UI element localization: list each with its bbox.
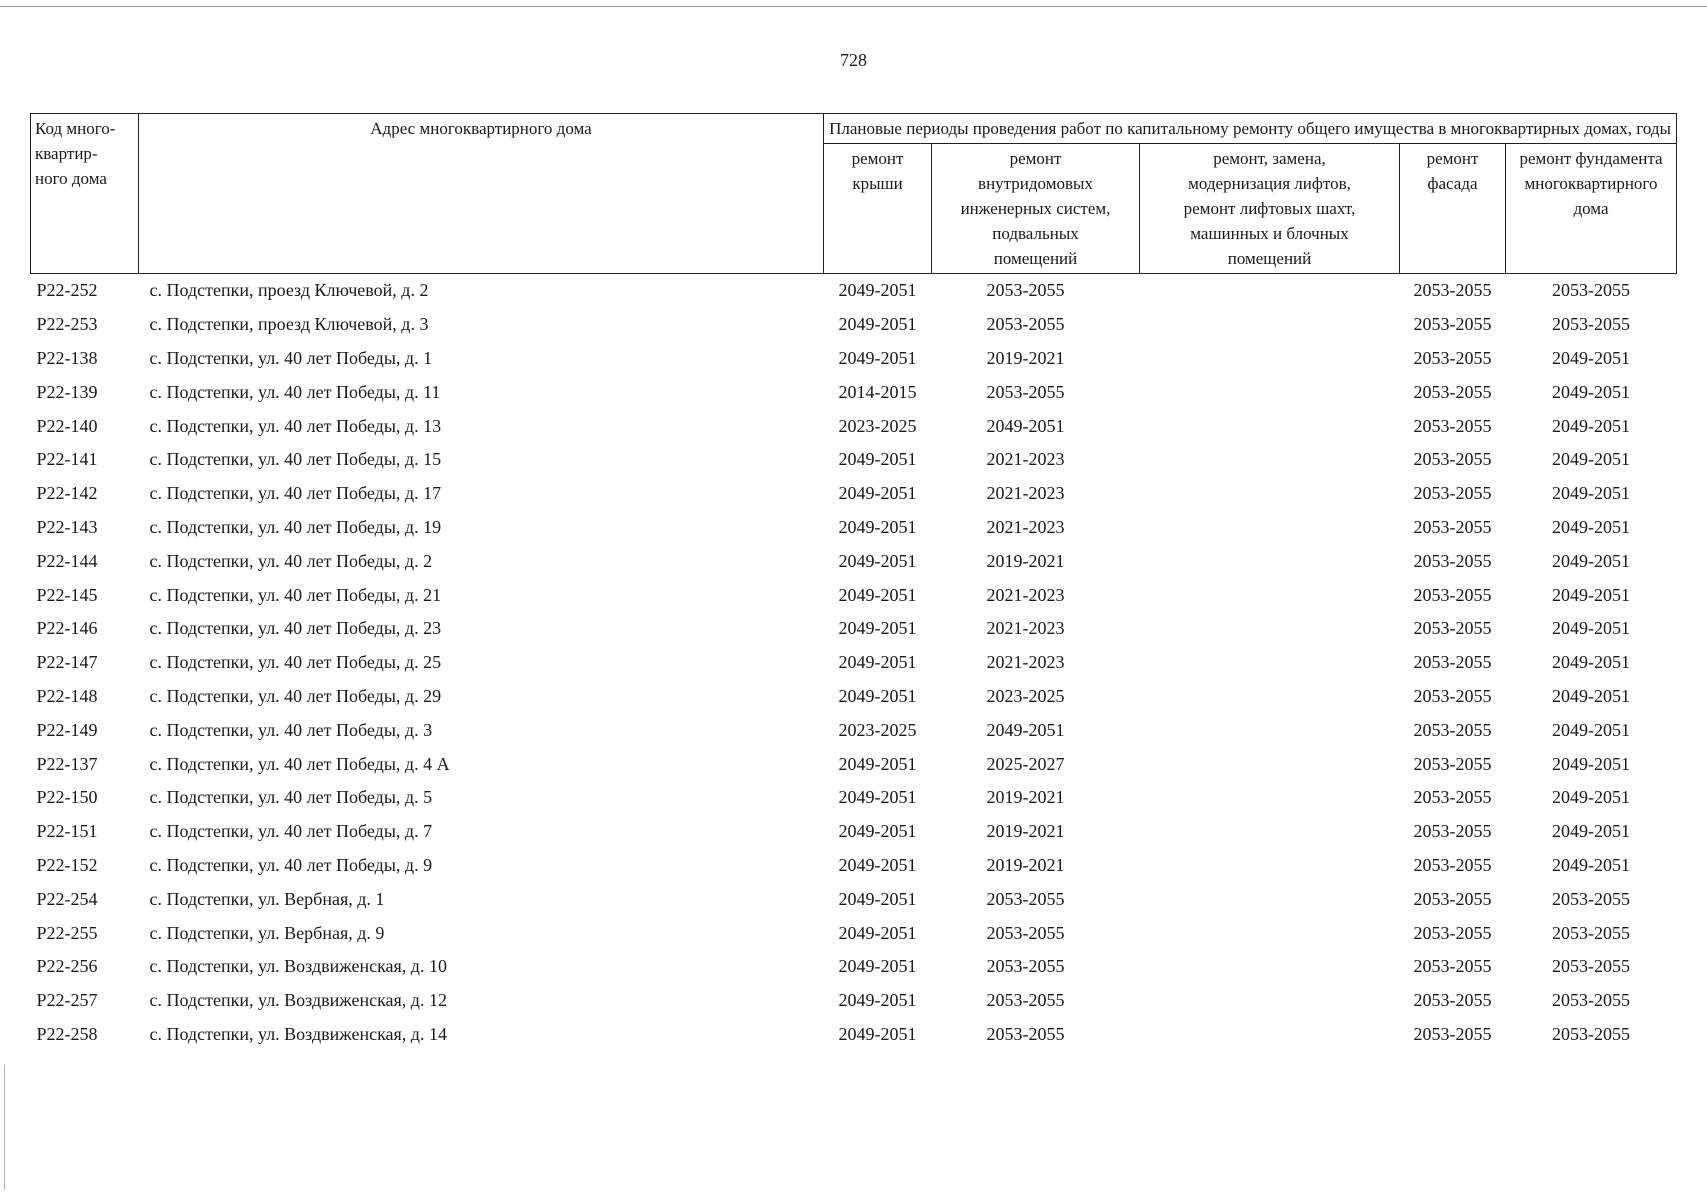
cell-code: Р22-255 — [36, 922, 98, 943]
table-row — [31, 781, 1677, 815]
table-row — [31, 1018, 1677, 1052]
cell-code: Р22-139 — [36, 381, 98, 402]
page-number: 728 — [840, 50, 867, 70]
cell-engineering: 2021-2023 — [986, 483, 1065, 504]
cell-engineering: 2021-2023 — [986, 516, 1065, 537]
cell-engineering: 2019-2021 — [986, 854, 1065, 875]
cell-facade: 2053-2055 — [1413, 516, 1492, 537]
cell-code: Р22-143 — [36, 516, 98, 537]
scan-edge-top — [0, 6, 1707, 7]
cell-roof: 2049-2051 — [838, 652, 917, 673]
cell-roof: 2023-2025 — [838, 719, 917, 740]
table-row — [31, 612, 1677, 646]
scan-edge-left — [4, 1065, 5, 1190]
header-code: Код много- квартир- ного дома — [31, 114, 139, 274]
table-row — [31, 849, 1677, 883]
cell-engineering: 2053-2055 — [986, 888, 1065, 909]
cell-facade: 2053-2055 — [1413, 483, 1492, 504]
cell-engineering: 2021-2023 — [986, 449, 1065, 470]
cell-address: с. Подстепки, ул. 40 лет Победы, д. 15 — [149, 449, 442, 470]
table-row — [31, 511, 1677, 545]
cell-code: Р22-146 — [36, 618, 98, 639]
table-row — [31, 680, 1677, 714]
cell-engineering: 2019-2021 — [986, 821, 1065, 842]
cell-foundation: 2053-2055 — [1552, 280, 1630, 301]
table-row — [31, 815, 1677, 849]
cell-roof: 2049-2051 — [838, 787, 917, 808]
cell-code: Р22-147 — [36, 652, 98, 673]
cell-roof: 2049-2051 — [838, 1023, 917, 1044]
cell-code: Р22-258 — [36, 1023, 98, 1044]
cell-roof: 2049-2051 — [838, 753, 917, 774]
table-row — [31, 882, 1677, 916]
cell-address: с. Подстепки, ул. 40 лет Победы, д. 4 А — [149, 753, 450, 774]
table-row — [31, 544, 1677, 578]
cell-foundation: 2049-2051 — [1552, 483, 1630, 504]
cell-foundation: 2049-2051 — [1552, 584, 1630, 605]
table-row — [31, 274, 1677, 308]
header-foundation: ремонт фундамента многоквартирного дома — [1506, 144, 1677, 274]
cell-engineering: 2021-2023 — [986, 584, 1065, 605]
cell-foundation: 2053-2055 — [1552, 314, 1630, 335]
cell-address: с. Подстепки, ул. 40 лет Победы, д. 9 — [149, 854, 433, 875]
cell-facade: 2053-2055 — [1413, 888, 1492, 909]
table-row — [31, 950, 1677, 984]
cell-lifts — [1140, 578, 1400, 612]
cell-lifts — [1140, 815, 1400, 849]
cell-lifts — [1140, 409, 1400, 443]
cell-roof: 2049-2051 — [838, 922, 917, 943]
table-row — [31, 443, 1677, 477]
cell-code: Р22-257 — [36, 990, 98, 1011]
cell-facade: 2053-2055 — [1413, 956, 1492, 977]
cell-lifts — [1140, 950, 1400, 984]
cell-code: Р22-253 — [36, 314, 98, 335]
cell-lifts — [1140, 713, 1400, 747]
cell-facade: 2053-2055 — [1413, 618, 1492, 639]
cell-foundation: 2049-2051 — [1552, 618, 1630, 639]
cell-code: Р22-252 — [36, 280, 98, 301]
cell-lifts — [1140, 781, 1400, 815]
table-row — [31, 477, 1677, 511]
cell-roof: 2049-2051 — [838, 280, 917, 301]
cell-facade: 2053-2055 — [1413, 719, 1492, 740]
cell-address: с. Подстепки, ул. 40 лет Победы, д. 3 — [149, 719, 433, 740]
cell-foundation: 2049-2051 — [1552, 753, 1630, 774]
cell-lifts — [1140, 1018, 1400, 1052]
cell-code: Р22-138 — [36, 347, 98, 368]
cell-code: Р22-140 — [36, 415, 98, 436]
cell-address: с. Подстепки, ул. 40 лет Победы, д. 25 — [149, 652, 442, 673]
cell-facade: 2053-2055 — [1413, 449, 1492, 470]
cell-foundation: 2049-2051 — [1552, 415, 1630, 436]
cell-address: с. Подстепки, ул. 40 лет Победы, д. 23 — [149, 618, 442, 639]
cell-roof: 2049-2051 — [838, 618, 917, 639]
cell-roof: 2049-2051 — [838, 888, 917, 909]
cell-foundation: 2053-2055 — [1552, 922, 1630, 943]
cell-code: Р22-145 — [36, 584, 98, 605]
cell-facade: 2053-2055 — [1413, 854, 1492, 875]
cell-lifts — [1140, 511, 1400, 545]
cell-engineering: 2053-2055 — [986, 956, 1065, 977]
cell-code: Р22-144 — [36, 550, 98, 571]
cell-code: Р22-137 — [36, 753, 98, 774]
cell-address: с. Подстепки, ул. 40 лет Победы, д. 17 — [149, 483, 442, 504]
cell-engineering: 2053-2055 — [986, 280, 1065, 301]
cell-facade: 2053-2055 — [1413, 347, 1492, 368]
cell-foundation: 2049-2051 — [1552, 821, 1630, 842]
cell-foundation: 2049-2051 — [1552, 652, 1630, 673]
cell-lifts — [1140, 612, 1400, 646]
cell-engineering: 2049-2051 — [986, 415, 1065, 436]
cell-roof: 2049-2051 — [838, 550, 917, 571]
cell-code: Р22-152 — [36, 854, 98, 875]
cell-lifts — [1140, 544, 1400, 578]
header-lifts: ремонт, замена, модернизация лифтов, ремонт лифтовых шахт, машинных и блочных помещений — [1140, 144, 1400, 274]
cell-foundation: 2049-2051 — [1552, 719, 1630, 740]
cell-facade: 2053-2055 — [1413, 381, 1492, 402]
cell-facade: 2053-2055 — [1413, 280, 1492, 301]
cell-foundation: 2053-2055 — [1552, 956, 1630, 977]
cell-foundation: 2053-2055 — [1552, 990, 1630, 1011]
cell-engineering: 2053-2055 — [986, 381, 1065, 402]
table-row — [31, 308, 1677, 342]
cell-foundation: 2049-2051 — [1552, 449, 1630, 470]
header-engineering: ремонт внутридомовых инженерных систем, подвальных помещений — [932, 144, 1140, 274]
cell-facade: 2053-2055 — [1413, 550, 1492, 571]
cell-facade: 2053-2055 — [1413, 787, 1492, 808]
cell-roof: 2014-2015 — [838, 381, 917, 402]
cell-address: с. Подстепки, ул. 40 лет Победы, д. 21 — [149, 584, 442, 605]
cell-address: с. Подстепки, ул. Вербная, д. 1 — [149, 888, 385, 909]
cell-address: с. Подстепки, проезд Ключевой, д. 2 — [149, 280, 429, 301]
cell-engineering: 2019-2021 — [986, 787, 1065, 808]
cell-roof: 2049-2051 — [838, 990, 917, 1011]
cell-code: Р22-148 — [36, 685, 98, 706]
cell-lifts — [1140, 274, 1400, 308]
cell-foundation: 2049-2051 — [1552, 550, 1630, 571]
cell-roof: 2049-2051 — [838, 584, 917, 605]
header-facade: ремонт фасада — [1400, 144, 1506, 274]
cell-foundation: 2049-2051 — [1552, 381, 1630, 402]
cell-foundation: 2049-2051 — [1552, 685, 1630, 706]
cell-engineering: 2053-2055 — [986, 1023, 1065, 1044]
cell-engineering: 2053-2055 — [986, 314, 1065, 335]
cell-lifts — [1140, 849, 1400, 883]
cell-code: Р22-254 — [36, 888, 98, 909]
table-row — [31, 747, 1677, 781]
cell-roof: 2049-2051 — [838, 821, 917, 842]
cell-facade: 2053-2055 — [1413, 584, 1492, 605]
cell-code: Р22-142 — [36, 483, 98, 504]
cell-engineering: 2019-2021 — [986, 347, 1065, 368]
cell-facade: 2053-2055 — [1413, 685, 1492, 706]
cell-lifts — [1140, 680, 1400, 714]
cell-facade: 2053-2055 — [1413, 922, 1492, 943]
cell-foundation: 2053-2055 — [1552, 888, 1630, 909]
table-row — [31, 984, 1677, 1018]
cell-address: с. Подстепки, ул. Воздвиженская, д. 10 — [149, 956, 447, 977]
cell-foundation: 2049-2051 — [1552, 854, 1630, 875]
capital-repair-schedule-table — [30, 113, 1677, 1051]
cell-lifts — [1140, 342, 1400, 376]
cell-lifts — [1140, 916, 1400, 950]
table-row — [31, 916, 1677, 950]
header-periods-group: Плановые периоды проведения работ по капитальному ремонту общего имущества в многоквартирных домах, годы — [824, 114, 1677, 144]
cell-code: Р22-256 — [36, 956, 98, 977]
cell-facade: 2053-2055 — [1413, 821, 1492, 842]
table-row — [31, 375, 1677, 409]
table-row — [31, 409, 1677, 443]
cell-roof: 2049-2051 — [838, 483, 917, 504]
cell-code: Р22-151 — [36, 821, 98, 842]
cell-engineering: 2019-2021 — [986, 550, 1065, 571]
cell-roof: 2049-2051 — [838, 449, 917, 470]
cell-foundation: 2053-2055 — [1552, 1023, 1630, 1044]
header-row-main — [31, 114, 1677, 144]
cell-lifts — [1140, 443, 1400, 477]
cell-facade: 2053-2055 — [1413, 1023, 1492, 1044]
cell-address: с. Подстепки, проезд Ключевой, д. 3 — [149, 314, 429, 335]
cell-roof: 2049-2051 — [838, 314, 917, 335]
cell-roof: 2049-2051 — [838, 854, 917, 875]
cell-code: Р22-150 — [36, 787, 98, 808]
table-header — [31, 114, 1677, 274]
cell-foundation: 2049-2051 — [1552, 516, 1630, 537]
cell-foundation: 2049-2051 — [1552, 787, 1630, 808]
cell-address: с. Подстепки, ул. Вербная, д. 9 — [149, 922, 385, 943]
cell-foundation: 2049-2051 — [1552, 347, 1630, 368]
table-body — [31, 274, 1677, 1052]
cell-address: с. Подстепки, ул. 40 лет Победы, д. 13 — [149, 415, 442, 436]
header-address: Адрес многоквартирного дома — [139, 114, 824, 274]
cell-address: с. Подстепки, ул. 40 лет Победы, д. 5 — [149, 787, 433, 808]
cell-engineering: 2021-2023 — [986, 618, 1065, 639]
cell-address: с. Подстепки, ул. Воздвиженская, д. 12 — [149, 990, 447, 1011]
cell-facade: 2053-2055 — [1413, 990, 1492, 1011]
cell-address: с. Подстепки, ул. 40 лет Победы, д. 29 — [149, 685, 442, 706]
cell-engineering: 2025-2027 — [986, 753, 1065, 774]
cell-facade: 2053-2055 — [1413, 652, 1492, 673]
cell-facade: 2053-2055 — [1413, 753, 1492, 774]
cell-engineering: 2053-2055 — [986, 990, 1065, 1011]
table-row — [31, 713, 1677, 747]
cell-code: Р22-141 — [36, 449, 98, 470]
cell-facade: 2053-2055 — [1413, 415, 1492, 436]
cell-roof: 2049-2051 — [838, 956, 917, 977]
cell-engineering: 2049-2051 — [986, 719, 1065, 740]
table-row — [31, 578, 1677, 612]
cell-engineering: 2053-2055 — [986, 922, 1065, 943]
cell-address: с. Подстепки, ул. 40 лет Победы, д. 19 — [149, 516, 442, 537]
cell-roof: 2023-2025 — [838, 415, 917, 436]
cell-lifts — [1140, 984, 1400, 1018]
table-row — [31, 342, 1677, 376]
cell-lifts — [1140, 882, 1400, 916]
cell-roof: 2049-2051 — [838, 347, 917, 368]
cell-lifts — [1140, 308, 1400, 342]
cell-address: с. Подстепки, ул. 40 лет Победы, д. 1 — [149, 347, 433, 368]
cell-lifts — [1140, 477, 1400, 511]
cell-address: с. Подстепки, ул. 40 лет Победы, д. 7 — [149, 821, 433, 842]
cell-roof: 2049-2051 — [838, 685, 917, 706]
cell-roof: 2049-2051 — [838, 516, 917, 537]
cell-facade: 2053-2055 — [1413, 314, 1492, 335]
cell-engineering: 2021-2023 — [986, 652, 1065, 673]
cell-engineering: 2023-2025 — [986, 685, 1065, 706]
cell-address: с. Подстепки, ул. Воздвиженская, д. 14 — [149, 1023, 447, 1044]
cell-lifts — [1140, 375, 1400, 409]
cell-address: с. Подстепки, ул. 40 лет Победы, д. 2 — [149, 550, 433, 571]
header-roof: ремонт крыши — [824, 144, 932, 274]
cell-address: с. Подстепки, ул. 40 лет Победы, д. 11 — [149, 381, 441, 402]
cell-lifts — [1140, 646, 1400, 680]
cell-lifts — [1140, 747, 1400, 781]
table-row — [31, 646, 1677, 680]
cell-code: Р22-149 — [36, 719, 98, 740]
